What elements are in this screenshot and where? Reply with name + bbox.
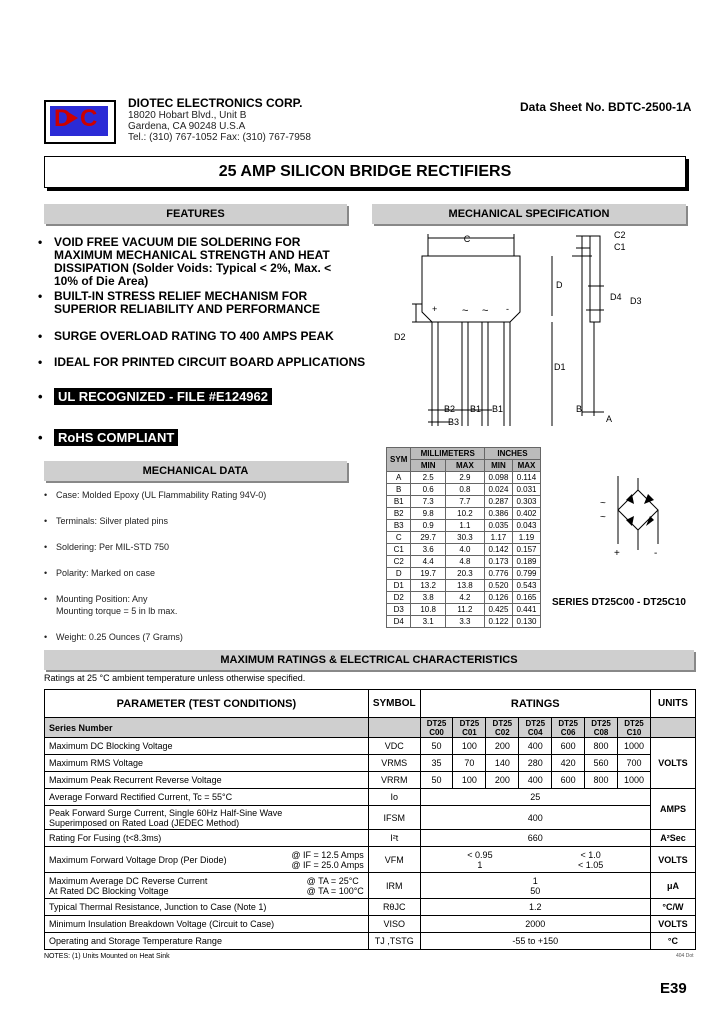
param-vfm: Maximum Forward Voltage Drop (Per Diode) @ IF = 12.5 Amps @ IF = 25.0 Amps [45,847,369,873]
symbol-tj: TJ ,TSTG [368,933,420,950]
rohs-compliant: • RoHS COMPLIANT [44,431,349,444]
logo-letter-c: C [80,105,98,132]
dim-row [387,508,541,520]
feature-item: • VOID FREE VACUUM DIE SOLDERING FOR MAXIMUM MECHANICAL STRENGTH AND HEAT DISSIPATION (Solder Voids: Typical < 2%, Max. < 10% of Die Area) [38,235,332,288]
dim-cell: 0.142 [484,544,512,556]
dim-cell: 0.303 [512,496,540,508]
notes: NOTES: (1) Units Mounted on Heat Sink [44,953,170,960]
dim-cell: 0.130 [512,616,540,628]
dim-cell: B2 [387,508,411,520]
dim-label-c2: C2 [614,230,626,240]
dim-cell: 0.402 [512,508,540,520]
feature-item: • IDEAL FOR PRINTED CIRCUIT BOARD APPLICATIONS [38,355,366,369]
dim-cell: 0.6 [411,484,445,496]
dim-cell: 4.8 [445,556,484,568]
param-dc-blocking: Maximum DC Blocking Voltage [45,738,369,755]
mechanical-data-heading: MECHANICAL DATA [44,461,347,481]
dim-cell: C1 [387,544,411,556]
value-cell: 70 [453,755,486,772]
dim-cell: 0.776 [484,568,512,580]
series-cell: DT25 C01 [453,718,486,738]
dim-cell: 0.165 [512,592,540,604]
value-cell: 600 [552,738,585,755]
page-title: 25 AMP SILICON BRIDGE RECTIFIERS [44,156,686,188]
series-cell: DT25 C06 [552,718,585,738]
value-viso: 2000 [420,916,650,933]
dim-cell: 4.0 [445,544,484,556]
param-rth: Typical Thermal Resistance, Junction to Case (Note 1) [45,899,369,916]
dim-label-a: A [606,414,613,424]
dim-cell: D [387,568,411,580]
value-cell: 400 [519,738,552,755]
value-vfm: < 0.95 1 < 1.0 < 1.05 [420,847,650,873]
dim-header-min: MIN [411,460,445,472]
dim-cell: 0.9 [411,520,445,532]
dim-cell: 0.287 [484,496,512,508]
pin-ac-label: ~ [482,305,489,317]
dc-plus-label: + [614,548,620,559]
dim-header-max: MAX [445,460,484,472]
dim-row [387,496,541,508]
dc-minus-label: - [654,548,658,559]
series-number-label: Series Number [45,718,369,738]
dim-label-c1: C1 [614,242,626,252]
dim-cell: 10.2 [445,508,484,520]
dim-label-d4: D4 [610,292,622,302]
mech-data-item: • Terminals: Silver plated pins [44,516,169,526]
feature-item: • SURGE OVERLOAD RATING TO 400 AMPS PEAK [38,329,334,343]
value-cell: 100 [453,772,486,789]
param-tj: Operating and Storage Temperature Range [45,933,369,950]
value-cell: 35 [420,755,453,772]
dim-label-b1: B1 [470,404,482,414]
diotec-logo [44,100,116,144]
tiny-code: 404 Dot [676,953,694,959]
value-cell: 600 [552,772,585,789]
unit-c: °C [650,933,695,950]
dim-cell: 3.8 [411,592,445,604]
dim-row [387,556,541,568]
dim-cell: 0.173 [484,556,512,568]
feature-item: • BUILT-IN STRESS RELIEF MECHANISM FOR SUPERIOR RELIABILITY AND PERFORMANCE [38,289,321,316]
logo-letter-d: D [54,105,72,132]
param-i2t: Rating For Fusing (t<8.3ms) [45,830,369,847]
param-ifsm: Peak Forward Surge Current, Single 60Hz Half-Sine Wave Superimposed on Rated Load (JEDEC Method) [45,806,369,830]
mounting-torque: Mounting torque = 5 in lb max. [56,606,178,616]
dim-label-d3: D3 [630,296,642,306]
page-number: E39 [660,980,687,997]
header-units: UNITS [650,690,695,718]
ac-input-label: ~ [600,498,606,509]
mechanical-spec-heading: MECHANICAL SPECIFICATION [372,204,686,224]
value-cell: 50 [420,738,453,755]
dimension-table-body [387,472,541,628]
value-io: 25 [420,789,650,806]
dim-cell: 0.8 [445,484,484,496]
dim-cell: B1 [387,496,411,508]
dim-cell: 11.2 [445,604,484,616]
dim-cell: 0.441 [512,604,540,616]
dim-cell: D4 [387,616,411,628]
ratings-heading: MAXIMUM RATINGS & ELECTRICAL CHARACTERISTICS [44,650,694,670]
unit-amps: AMPS [650,789,695,830]
value-cell: 140 [486,755,519,772]
dim-header-max: MAX [512,460,540,472]
value-irm: 1 50 [420,873,650,899]
mech-data-item: • Soldering: Per MIL-STD 750 [44,542,170,552]
package-drawing [372,226,672,436]
mech-data-item: • Polarity: Marked on case [44,568,156,578]
dim-cell: 3.1 [411,616,445,628]
dim-cell: 0.520 [484,580,512,592]
series-label: SERIES DT25C00 - DT25C10 [552,597,686,608]
mech-data-item: • Mounting Position: Any [44,594,148,604]
value-cell: 1000 [618,738,651,755]
dim-cell: 0.799 [512,568,540,580]
dim-cell: 0.386 [484,508,512,520]
value-cell: 560 [585,755,618,772]
dim-cell: 9.8 [411,508,445,520]
dim-cell: 1.1 [445,520,484,532]
header-ratings: RATINGS [420,690,650,718]
dim-label-b3: B3 [448,417,460,427]
dim-cell: 3.6 [411,544,445,556]
dimension-table [386,447,541,628]
value-cell: 700 [618,755,651,772]
param-rms: Maximum RMS Voltage [45,755,369,772]
dim-cell: 2.5 [411,472,445,484]
dim-cell: 0.126 [484,592,512,604]
value-cell: 50 [420,772,453,789]
value-rth: 1.2 [420,899,650,916]
series-cell: DT25 C04 [519,718,552,738]
dim-cell: 4.4 [411,556,445,568]
datasheet-number: Data Sheet No. BDTC-2500-1A [520,100,692,114]
dim-cell: 0.425 [484,604,512,616]
dim-label-d1: D1 [554,362,566,372]
value-cell: 420 [552,755,585,772]
series-cell: DT25 C08 [585,718,618,738]
dim-cell: A [387,472,411,484]
pin-minus-label: - [506,304,509,314]
dim-cell: 0.035 [484,520,512,532]
dim-row [387,604,541,616]
value-cell: 400 [519,772,552,789]
symbol-io: Io [368,789,420,806]
dim-cell: C [387,532,411,544]
dim-cell: 0.189 [512,556,540,568]
logo-diode-icon [68,112,78,124]
dim-header-min: MIN [484,460,512,472]
header-symbol: SYMBOL [368,690,420,718]
dim-label-b1: B1 [492,404,504,414]
dim-cell: 19.7 [411,568,445,580]
dim-cell: C2 [387,556,411,568]
dim-row [387,568,541,580]
dim-cell: B [387,484,411,496]
dim-row [387,580,541,592]
dim-cell: 0.024 [484,484,512,496]
unit-volts: VOLTS [650,738,695,789]
dim-label-c: C [463,234,471,244]
dim-cell: 3.3 [445,616,484,628]
symbol-rth: RθJC [368,899,420,916]
dim-cell: B3 [387,520,411,532]
dim-cell: 7.3 [411,496,445,508]
symbol-vrrm: VRRM [368,772,420,789]
unit-ua: μA [650,873,695,899]
dim-row [387,544,541,556]
dim-cell: 0.043 [512,520,540,532]
pin-plus-label: + [432,304,438,314]
dim-header-in: INCHES [484,448,540,460]
dim-row [387,592,541,604]
dim-label-b: B [576,404,583,414]
dim-row [387,532,541,544]
pin-ac-label: ~ [462,305,469,317]
dim-label-d2: D2 [394,332,406,342]
symbol-ifsm: IFSM [368,806,420,830]
value-i2t: 660 [420,830,650,847]
dim-cell: 7.7 [445,496,484,508]
mech-data-item: • Case: Molded Epoxy (UL Flammability Rating 94V-0) [44,490,267,500]
dim-cell: 29.7 [411,532,445,544]
param-io: Average Forward Rectified Current, Tc = 55°C [45,789,369,806]
dim-row [387,616,541,628]
dim-label-b2: B2 [444,404,456,414]
dim-cell: 13.8 [445,580,484,592]
dim-label-d: D [556,280,563,290]
dim-row [387,520,541,532]
value-tj: -55 to +150 [420,933,650,950]
param-irm: Maximum Average DC Reverse Current At Rated DC Blocking Voltage @ TA = 25°C @ TA = 100°C [45,873,369,899]
dim-cell: 0.543 [512,580,540,592]
dim-cell: 4.2 [445,592,484,604]
value-cell: 100 [453,738,486,755]
series-cell: DT25 C02 [486,718,519,738]
value-ifsm: 400 [420,806,650,830]
symbol-viso: VISO [368,916,420,933]
dim-row [387,472,541,484]
value-cell: 200 [486,772,519,789]
dim-cell: 1.17 [484,532,512,544]
value-cell: 280 [519,755,552,772]
dim-cell: 30.3 [445,532,484,544]
series-cell: DT25 C10 [618,718,651,738]
dim-cell: 20.3 [445,568,484,580]
dim-header-mm: MILLIMETERS [411,448,485,460]
dim-cell: 0.122 [484,616,512,628]
dim-cell: 2.9 [445,472,484,484]
dim-cell: 0.031 [512,484,540,496]
symbol-irm: IRM [368,873,420,899]
ratings-table [44,689,696,950]
unit-a2sec: A²Sec [650,830,695,847]
dim-cell: D3 [387,604,411,616]
unit-cw: °C/W [650,899,695,916]
dim-cell: D2 [387,592,411,604]
dim-cell: D1 [387,580,411,592]
dim-cell: 0.157 [512,544,540,556]
param-vrrm: Maximum Peak Recurrent Reverse Voltage [45,772,369,789]
unit-volts-viso: VOLTS [650,916,695,933]
dim-cell: 0.114 [512,472,540,484]
value-cell: 800 [585,738,618,755]
mech-data-item: • Weight: 0.25 Ounces (7 Grams) [44,632,183,642]
series-cell: DT25 C00 [420,718,453,738]
bridge-schematic [596,470,680,560]
dim-row [387,484,541,496]
dim-cell: 0.098 [484,472,512,484]
company-address: 18020 Hobart Blvd., Unit B Gardena, CA 90248 U.S.A Tel.: (310) 767-1052 Fax: (310) 767-7958 [128,110,311,143]
ul-recognized: • UL RECOGNIZED - FILE #E124962 [44,390,349,403]
symbol-vdc: VDC [368,738,420,755]
unit-volts-vfm: VOLTS [650,847,695,873]
features-heading: FEATURES [44,204,347,224]
dim-cell: 1.19 [512,532,540,544]
symbol-vfm: VFM [368,847,420,873]
param-viso: Minimum Insulation Breakdown Voltage (Circuit to Case) [45,916,369,933]
value-cell: 200 [486,738,519,755]
symbol-i2t: I²t [368,830,420,847]
value-cell: 1000 [618,772,651,789]
value-cell: 800 [585,772,618,789]
symbol-vrms: VRMS [368,755,420,772]
header-parameter: PARAMETER (TEST CONDITIONS) [45,690,369,718]
company-name: DIOTEC ELECTRONICS CORP. [128,96,303,110]
dim-cell: 10.8 [411,604,445,616]
dim-cell: 13.2 [411,580,445,592]
dim-header-sym: SYM [387,448,411,472]
ratings-note: Ratings at 25 °C ambient temperature unless otherwise specified. [44,673,306,683]
ac-input-label: ~ [600,512,606,523]
